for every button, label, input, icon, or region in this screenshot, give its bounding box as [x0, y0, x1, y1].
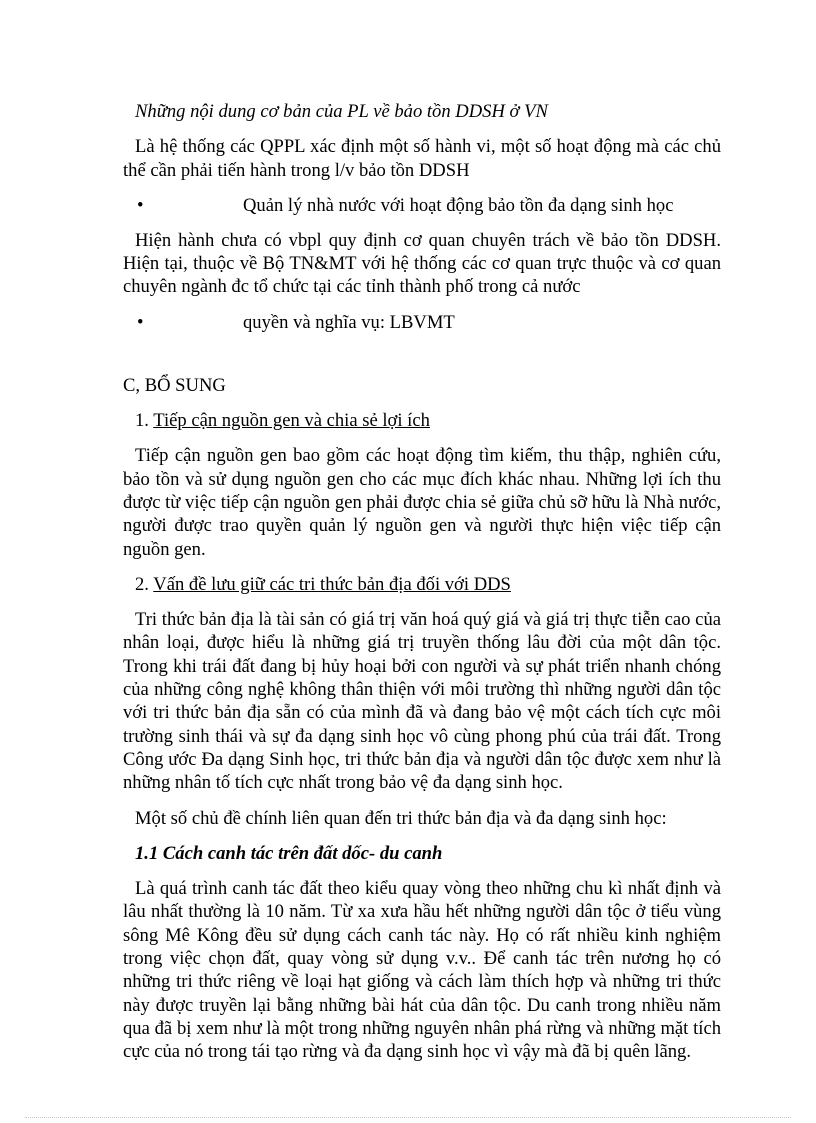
item-2-heading [123, 573, 721, 596]
item-1-title: Tiếp cận nguồn gen và chia sẻ lợi ích [153, 410, 430, 432]
paragraph-indigenous-knowledge: Tri thức bản địa là tài sản có giá trị văn hoá quý giá và giá trị thực tiễn cao của nhân loại, được hiểu là những giá trị truyền thống lâu đời của một dân tộc. Trong khi trái đất đang bị hủy hoại bởi con người và sự phát triển nhanh chóng của những công nghệ không thân thiện với môi trường thì những người dân tộc với tri thức bản địa sẵn có của mình đã và đang bảo vệ một cách tích cực môi trường sinh thái và sự đa dạng sinh học vô cùng phong phú của trái đất. Trong Công ước Đa dạng Sinh học, tri thức bản địa và người dân tộc được xem như là những nhân tố tích cực nhất trong bảo vệ đa dạng sinh học. [123, 609, 721, 794]
item-1-number: 1. [135, 410, 154, 432]
section-heading-c: C, BỔ SUNG [123, 374, 226, 396]
paragraph-genetic-access: Tiếp cận nguồn gen bao gồm các hoạt động tìm kiếm, thu thập, nghiên cứu, bảo tồn và sử dụng nguồn gen cho các mục đích khác nhau. Những lợi ích thu được từ việc tiếp cận nguồn gen phải được chia sẻ giữa chủ sỡ hữu là Nhà nước, người được trao quyền quản lý nguồn gen và người thực hiện việc tiếp cận nguồn gen. [123, 445, 721, 560]
paragraph-topics-intro: Một số chủ đề chính liên quan đến tri thức bản địa và đa dạng sinh học: [135, 807, 667, 829]
subheading-shifting-cultivation: 1.1 Cách canh tác trên đất dốc- du canh [135, 842, 443, 864]
paragraph-shifting-cultivation: Là quá trình canh tác đất theo kiểu quay vòng theo những chu kì nhất định và lâu nhất thường là 10 năm. Từ xa xưa hầu hết những người dân tộc ở tiểu vùng sông Mê Kông đều sử dụng cách canh tác này. Họ có rất nhiều kinh nghiệm trong việc chọn đất, quay vòng sử dụng v.v.. Để canh tác trên nương họ có những tri thức riêng về loại hạt giống và cách làm thích hợp và những tri thức này được truyền lại bằng những bài hát của dân tộc. Du canh trong nhiều năm qua đã bị xem như là một trong những nguyên nhân phá rừng và những mặt tích cực của nó trong tái tạo rừng và đa dạng sinh học vì vậy mà đã bị quên lãng. [123, 878, 721, 1063]
item-2-number: 2. [135, 573, 154, 595]
bullet-item-rights [123, 311, 721, 334]
page-bottom-divider [25, 1117, 791, 1118]
italic-heading: Những nội dung cơ bản của PL về bảo tồn DDSH ở VN [135, 101, 548, 122]
bullet-text: Quản lý nhà nước với hoạt động bảo tồn đa dạng sinh học [243, 194, 674, 216]
paragraph-qppl: Là hệ thống các QPPL xác định một số hành vi, một số hoạt động mà các chủ thể cần phải tiến hành trong l/v bảo tồn DDSH [123, 136, 721, 181]
paragraph-current-status: Hiện hành chưa có vbpl quy định cơ quan chuyên trách về bảo tồn DDSH. Hiện tại, thuộc về Bộ TN&MT với hệ thống các cơ quan trực thuộc và cơ quan chuyên ngành đc tổ chức tại các tỉnh thành phố trong cả nước [123, 229, 721, 298]
item-1-heading [123, 409, 721, 432]
bullet-text: quyền và nghĩa vụ: LBVMT [243, 311, 455, 333]
bullet-icon: • [137, 311, 144, 333]
bullet-icon: • [137, 194, 144, 216]
document-body [123, 100, 721, 1076]
item-2-title: Vấn đề lưu giữ các tri thức bản địa đối với DDS [153, 573, 511, 595]
bullet-item-state-management [123, 194, 721, 217]
